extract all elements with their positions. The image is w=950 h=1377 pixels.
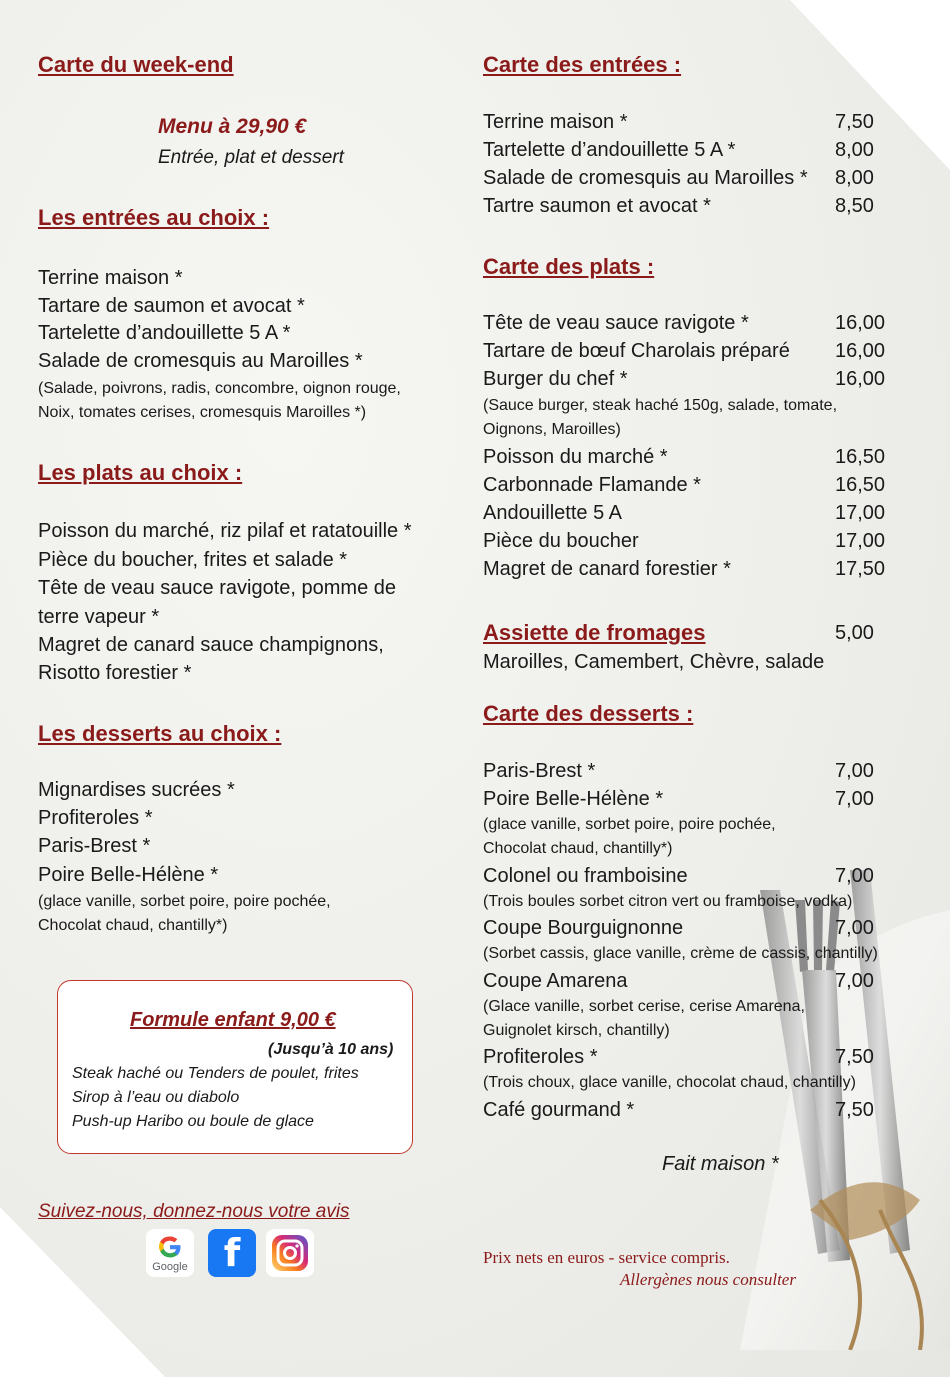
menu-item: Profiteroles *: [483, 1046, 598, 1068]
menu-item: Tartelette d’andouillette 5 A *: [483, 139, 736, 161]
desserts-choice-title: Les desserts au choix :: [38, 721, 282, 746]
menu-item-price: 7,50: [835, 1046, 874, 1068]
google-label: Google: [152, 1261, 188, 1273]
item-note: Noix, tomates cerises, cromesquis Maroilles *): [38, 404, 367, 421]
menu-item-price: 7,00: [835, 865, 874, 887]
list-item: Profiteroles *: [38, 807, 153, 829]
fromages-price: 5,00: [835, 622, 874, 644]
list-item: Tartelette d’andouillette 5 A *: [38, 322, 291, 344]
list-item: Tartare de saumon et avocat *: [38, 295, 305, 317]
social-follow-link[interactable]: Suivez-nous, donnez-nous votre avis: [38, 1201, 350, 1222]
list-item: Magret de canard sauce champignons,: [38, 634, 384, 656]
menu-item-price: 7,50: [835, 1099, 874, 1121]
item-note: (Sauce burger, steak haché 150g, salade, tomate,: [483, 397, 838, 414]
menu-item-price: 16,50: [835, 474, 886, 496]
menu-item: Salade de cromesquis au Maroilles *: [483, 167, 808, 189]
menu-item: Pièce du boucher: [483, 530, 639, 552]
menu-item-price: 7,00: [835, 788, 874, 810]
menu-item-price: 17,50: [835, 558, 886, 580]
list-item: Poisson du marché, riz pilaf et ratatouille *: [38, 520, 412, 542]
list-item: Push-up Haribo ou boule de glace: [72, 1113, 314, 1130]
plats-choice-title: Les plats au choix :: [38, 460, 243, 485]
list-item: Risotto forestier *: [38, 662, 192, 684]
menu-item: Tête de veau sauce ravigote *: [483, 312, 749, 334]
item-note: Chocolat chaud, chantilly*): [38, 917, 228, 934]
menu-item: Colonel ou framboisine: [483, 865, 688, 887]
entrees-choice-title: Les entrées au choix :: [38, 205, 270, 230]
item-note: Oignons, Maroilles): [483, 421, 621, 438]
google-g-icon: [154, 1233, 186, 1261]
instagram-icon[interactable]: [266, 1229, 314, 1277]
menu-price: Menu à 29,90 €: [158, 115, 307, 138]
item-note: (Trois boules sorbet citron vert ou framboise, vodka): [483, 893, 853, 910]
menu-item: Café gourmand *: [483, 1099, 635, 1121]
item-note: (Glace vanille, sorbet cerise, cerise Amarena,: [483, 998, 805, 1015]
menu-item-price: 8,00: [835, 139, 874, 161]
menu-item-price: 7,00: [835, 970, 874, 992]
carte-entrees-title: Carte des entrées :: [483, 52, 682, 77]
menu-item-price: 7,00: [835, 917, 874, 939]
menu-item-price: 16,00: [835, 312, 886, 334]
menu-item-price: 7,00: [835, 760, 874, 782]
kids-menu-box: [57, 980, 413, 1154]
prix-note: Prix nets en euros - service compris.: [483, 1248, 730, 1267]
menu-item-price: 17,00: [835, 502, 886, 524]
item-note: (Trois choux, glace vanille, chocolat chaud, chantilly): [483, 1074, 856, 1091]
page-corner-fold: [0, 1207, 165, 1377]
item-note: (glace vanille, sorbet poire, poire pochée,: [483, 816, 776, 833]
list-item: Pièce du boucher, frites et salade *: [38, 549, 348, 571]
list-item: Poire Belle-Hélène *: [38, 864, 219, 886]
list-item: Terrine maison *: [38, 267, 183, 289]
list-item: Steak haché ou Tenders de poulet, frites: [72, 1065, 359, 1082]
menu-item: Magret de canard forestier *: [483, 558, 731, 580]
fromages-description: Maroilles, Camembert, Chèvre, salade: [483, 651, 825, 673]
item-note: (Sorbet cassis, glace vanille, crème de cassis, chantilly): [483, 945, 878, 962]
menu-description: Entrée, plat et dessert: [158, 147, 344, 168]
menu-item-price: 16,50: [835, 446, 886, 468]
item-note: (Salade, poivrons, radis, concombre, oignon rouge,: [38, 380, 401, 397]
list-item: terre vapeur *: [38, 606, 160, 628]
menu-item-price: 8,00: [835, 167, 874, 189]
list-item: Sirop à l’eau ou diabolo: [72, 1089, 240, 1106]
menu-item: Tartare de bœuf Charolais préparé: [483, 340, 790, 362]
menu-item: Coupe Bourguignonne: [483, 917, 684, 939]
menu-item-price: 17,00: [835, 530, 886, 552]
menu-item: Tartre saumon et avocat *: [483, 195, 711, 217]
allergenes-note: Allergènes nous consulter: [620, 1270, 796, 1289]
carte-desserts-title: Carte des desserts :: [483, 701, 694, 726]
menu-item: Terrine maison *: [483, 111, 628, 133]
list-item: Mignardises sucrées *: [38, 779, 235, 801]
fromages-title: Assiette de fromages: [483, 620, 706, 645]
facebook-icon[interactable]: f: [208, 1229, 256, 1277]
item-note: (glace vanille, sorbet poire, poire pochée,: [38, 893, 331, 910]
list-item: Salade de cromesquis au Maroilles *: [38, 350, 363, 372]
item-note: Chocolat chaud, chantilly*): [483, 840, 673, 857]
weekend-title: Carte du week-end: [38, 52, 234, 77]
carte-plats-title: Carte des plats :: [483, 254, 655, 279]
menu-item: Burger du chef *: [483, 368, 628, 390]
menu-item-price: 7,50: [835, 111, 874, 133]
menu-item-price: 8,50: [835, 195, 874, 217]
list-item: Paris-Brest *: [38, 835, 151, 857]
menu-item: Carbonnade Flamande *: [483, 474, 701, 496]
google-icon[interactable]: [146, 1229, 194, 1277]
menu-item: Coupe Amarena: [483, 970, 628, 992]
kids-menu-title: Formule enfant 9,00 €: [130, 1009, 336, 1031]
menu-item: Poisson du marché *: [483, 446, 668, 468]
fait-maison-note: Fait maison *: [662, 1153, 779, 1175]
menu-item: Paris-Brest *: [483, 760, 596, 782]
menu-item: Andouillette 5 A: [483, 502, 622, 524]
item-note: Guignolet kirsch, chantilly): [483, 1022, 670, 1039]
kids-menu-age: (Jusqu’à 10 ans): [268, 1041, 394, 1058]
menu-item: Poire Belle-Hélène *: [483, 788, 664, 810]
list-item: Tête de veau sauce ravigote, pomme de: [38, 577, 396, 599]
menu-item-price: 16,00: [835, 340, 886, 362]
menu-item-price: 16,00: [835, 368, 886, 390]
